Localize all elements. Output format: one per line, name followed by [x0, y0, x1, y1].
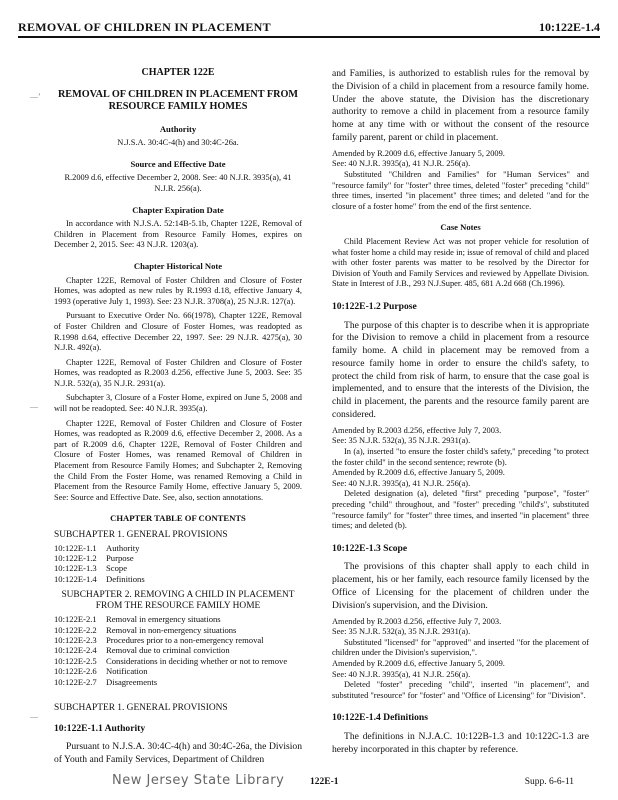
running-header — [18, 16, 600, 38]
section-text-scope: The provisions of this chapter shall apply to each child in placement, his or her family, each resource family licensed by the Office of Licensing for the placement of children under the Division's supervision, and the Division. — [332, 561, 589, 611]
amendment-note: In (a), inserted "to ensure the foster child's safety," preceding "to protect the foster child" in the second sentence; rewrote (b). — [332, 447, 589, 467]
margin-mark: —’ — [30, 92, 41, 101]
authority-text: N.J.S.A. 30:4C-4(h) and 30:4C-26a. — [117, 138, 239, 148]
expiration-heading: Chapter Expiration Date — [132, 204, 224, 215]
historical-note: Chapter 122E, Removal of Foster Children and Closure of Foster Homes, was readopted as R.2003 d.256, effective June 5, 2003. See: 35 N.J.R. 532(a), 35 N.J.R. 2931(a). — [54, 357, 302, 388]
left-column — [54, 68, 302, 771]
section-text-authority: Pursuant to N.J.S.A. 30:4C-4(h) and 30:4C-26a, the Division of Youth and Family Services, Department of Children — [54, 741, 302, 766]
header-section-number: 10:122E-1.4 — [539, 20, 600, 34]
case-note: Child Placement Review Act was not proper vehicle for resolution of what foster home a child may reside in; issue of removal of child and placed with other foster parents was matter to be resolved by the Director for Division of Youth and Family Services and reviewed by Appellate Division. State in Interest of J.B., 293 N.J.Super. 485, 681 A.2d 668 (Ch.1996). — [332, 236, 589, 289]
section-text-purpose: The purpose of this chapter is to describe when it is appropriate for the Division to remove a child in placement from a resource family home. A child in placement may be removed from a resource family home in order to ensure the child's safety, to protect the child from risk of harm, to ensure that the case goal is implemented, and to ensure that the interests of the Division, the child in placement, the parents and the resource family parent are considered. — [332, 319, 589, 421]
supplement-date: Supp. 6-6-11 — [524, 777, 574, 787]
amendment-note: Amended by R.2009 d.6, effective January 5, 2009. — [332, 658, 505, 668]
toc-entry: 10:122E-1.3 Scope — [54, 563, 128, 574]
historical-note: Subchapter 3, Closure of a Foster Home, expired on June 5, 2008 and will not be readopted. See: 40 N.J.R. 3935(a). — [54, 393, 302, 414]
historical-note: Pursuant to Executive Order No. 66(1978), Chapter 122E, Removal of Foster Children and Closure of Foster Homes, was readopted as R.1998 d.64, effective December 22, 1997. See: 29 N.J.R. 4275(a), 30 N.J.R. 492(a). — [54, 311, 302, 353]
toc-entry: 10:122E-2.3 Procedures prior to a non-emergency removal — [54, 635, 264, 646]
toc-list-2 — [54, 614, 302, 687]
toc-list-1 — [54, 543, 302, 585]
chapter-title: REMOVAL OF CHILDREN IN PLACEMENT FROM RESOURCE FAMILY HOMES — [57, 88, 299, 112]
historical-note: Chapter 122E, Removal of Foster Children and Closure of Foster Homes, was adopted as new rules by R.1993 d.18, effective January 4, 1993 (operative July 1, 1993). See: 23 N.J.R. 3708(a), 25 N.J.R. 127(a). — [54, 275, 302, 306]
amendment-note: Amended by R.2003 d.256, effective July 7, 2003. — [332, 425, 502, 435]
amendment-note: See: 40 N.J.R. 3935(a), 41 N.J.R. 256(a). — [332, 478, 471, 488]
case-notes-heading: Case Notes — [440, 222, 481, 233]
amendment-note: Substituted "Children and Families" for "Human Services" and "resource family" for "foster" three times, deleted "foster" preceding "child" three times, inserted "in placement" three times; and deleted "and for the closure of a foster home" from the end of the first sentence. — [332, 169, 589, 211]
amendment-note: Substituted "licensed" for "approved" and inserted "for the placement of children under the Division's supervision,". — [332, 637, 589, 658]
right-column — [332, 68, 589, 761]
amendment-note: Amended by R.2003 d.256, effective July 7, 2003. — [332, 616, 502, 626]
toc-entry: 10:122E-2.5 Considerations in deciding whether or not to remove — [54, 655, 288, 666]
amendment-note: See: 40 N.J.R. 3935(a), 41 N.J.R. 256(a). — [332, 669, 471, 679]
section-heading-authority: 10:122E-1.1 Authority — [54, 722, 146, 734]
amendment-note: See: 35 N.J.R. 532(a), 35 N.J.R. 2931(a). — [332, 436, 471, 446]
toc-entry: 10:122E-2.2 Removal in non-emergency situations — [54, 624, 237, 635]
toc-subchapter-2: SUBCHAPTER 2. REMOVING A CHILD IN PLACEMENT FROM THE RESOURCE FAMILY HOME — [61, 590, 295, 612]
toc-entry: 10:122E-1.2 Purpose — [54, 553, 134, 563]
authority-heading: Authority — [159, 123, 197, 134]
library-stamp: New Jersey State Library — [112, 773, 285, 788]
amendment-note: See: 40 N.J.R. 3935(a), 41 N.J.R. 256(a). — [332, 159, 471, 169]
subchapter-1-heading: SUBCHAPTER 1. GENERAL PROVISIONS — [54, 703, 228, 714]
toc-entry: 10:122E-2.1 Removal in emergency situations — [54, 614, 221, 625]
section-text-definitions: The definitions in N.J.A.C. 10:122B-1.3 and 10:122C-1.3 are hereby incorporated in this chapter by reference. — [332, 730, 589, 755]
chapter-number: CHAPTER 122E — [141, 67, 215, 78]
toc-entry: 10:122E-1.4 Definitions — [54, 573, 145, 584]
margin-mark: — — [30, 712, 38, 721]
amendment-note: Deleted designation (a), deleted "first" preceding "purpose", "foster" preceding "child" throughout, and "foster" preceding "child's", substituted "resource family" for "foster" three times, and inserted "in placement" three times; and deleted (b). — [332, 489, 589, 531]
section-heading-scope: 10:122E-1.3 Scope — [332, 542, 408, 554]
amendment-note: See: 35 N.J.R. 532(a), 35 N.J.R. 2931(a). — [332, 627, 471, 637]
amendment-note: Amended by R.2009 d.6, effective January 5, 2009. — [332, 468, 505, 478]
amendment-note: Amended by R.2009 d.6, effective January 5, 2009. — [332, 148, 505, 158]
historical-note-heading: Chapter Historical Note — [133, 260, 223, 271]
historical-note: Chapter 122E, Removal of Foster Children and Closure of Foster Homes, was readopted as R.2009 d.6, effective December 2, 2008. As a part of R.2009 d.6, Chapter 122E, Removal of Foster Children and Closure of Foster Homes, was renamed Removal of Children in Placement from Resource Family Homes; and Subchapter 2, Removing the Child From the Foster Home, was renamed Removing a Child in Placement from the Resource Family Home, effective January 5, 2009. See: Source and Effective Date. See, also, section annotations. — [54, 418, 302, 502]
toc-entry: 10:122E-2.6 Notification — [54, 666, 148, 677]
section-heading-definitions: 10:122E-1.4 Definitions — [332, 712, 428, 724]
toc-subchapter-1: SUBCHAPTER 1. GENERAL PROVISIONS — [54, 530, 228, 540]
source-text: R.2009 d.6, effective December 2, 2008. See: 40 N.J.R. 3935(a), 41 N.J.R. 256(a). — [64, 173, 292, 193]
toc-entry: 10:122E-1.1 Authority — [54, 542, 140, 553]
section-heading-purpose: 10:122E-1.2 Purpose — [332, 300, 417, 312]
margin-mark: — — [30, 402, 38, 411]
toc-entry: 10:122E-2.4 Removal due to criminal conviction — [54, 645, 230, 656]
page-footer — [0, 773, 618, 795]
source-heading: Source and Effective Date — [130, 158, 226, 169]
expiration-text: In accordance with N.J.S.A. 52:14B-5.1b, Chapter 122E, Removal of Children in Placement from Resource Family Homes, expires on December 2, 2015. See: 43 N.J.R. 1203(a). — [54, 219, 302, 250]
header-title: REMOVAL OF CHILDREN IN PLACEMENT — [18, 20, 271, 34]
toc-heading: CHAPTER TABLE OF CONTENTS — [110, 513, 246, 524]
amendment-note: Deleted "foster" preceding "child", inserted "in placement", and substituted "resource" for "foster" and "Office of Licensing" for "Division". — [332, 680, 589, 700]
section-text-authority-cont: and Families, is authorized to establish rules for the removal by the Division of a child in placement from a resource family home. Under the above statute, the Division has the discretionary authority to remove a child in placement from a resource family home at any time with or without the consent of the resource family parent, parent or child in placement. — [332, 68, 589, 143]
page-number: 122E-1 — [310, 777, 339, 787]
toc-entry: 10:122E-2.7 Disagreements — [54, 676, 158, 687]
